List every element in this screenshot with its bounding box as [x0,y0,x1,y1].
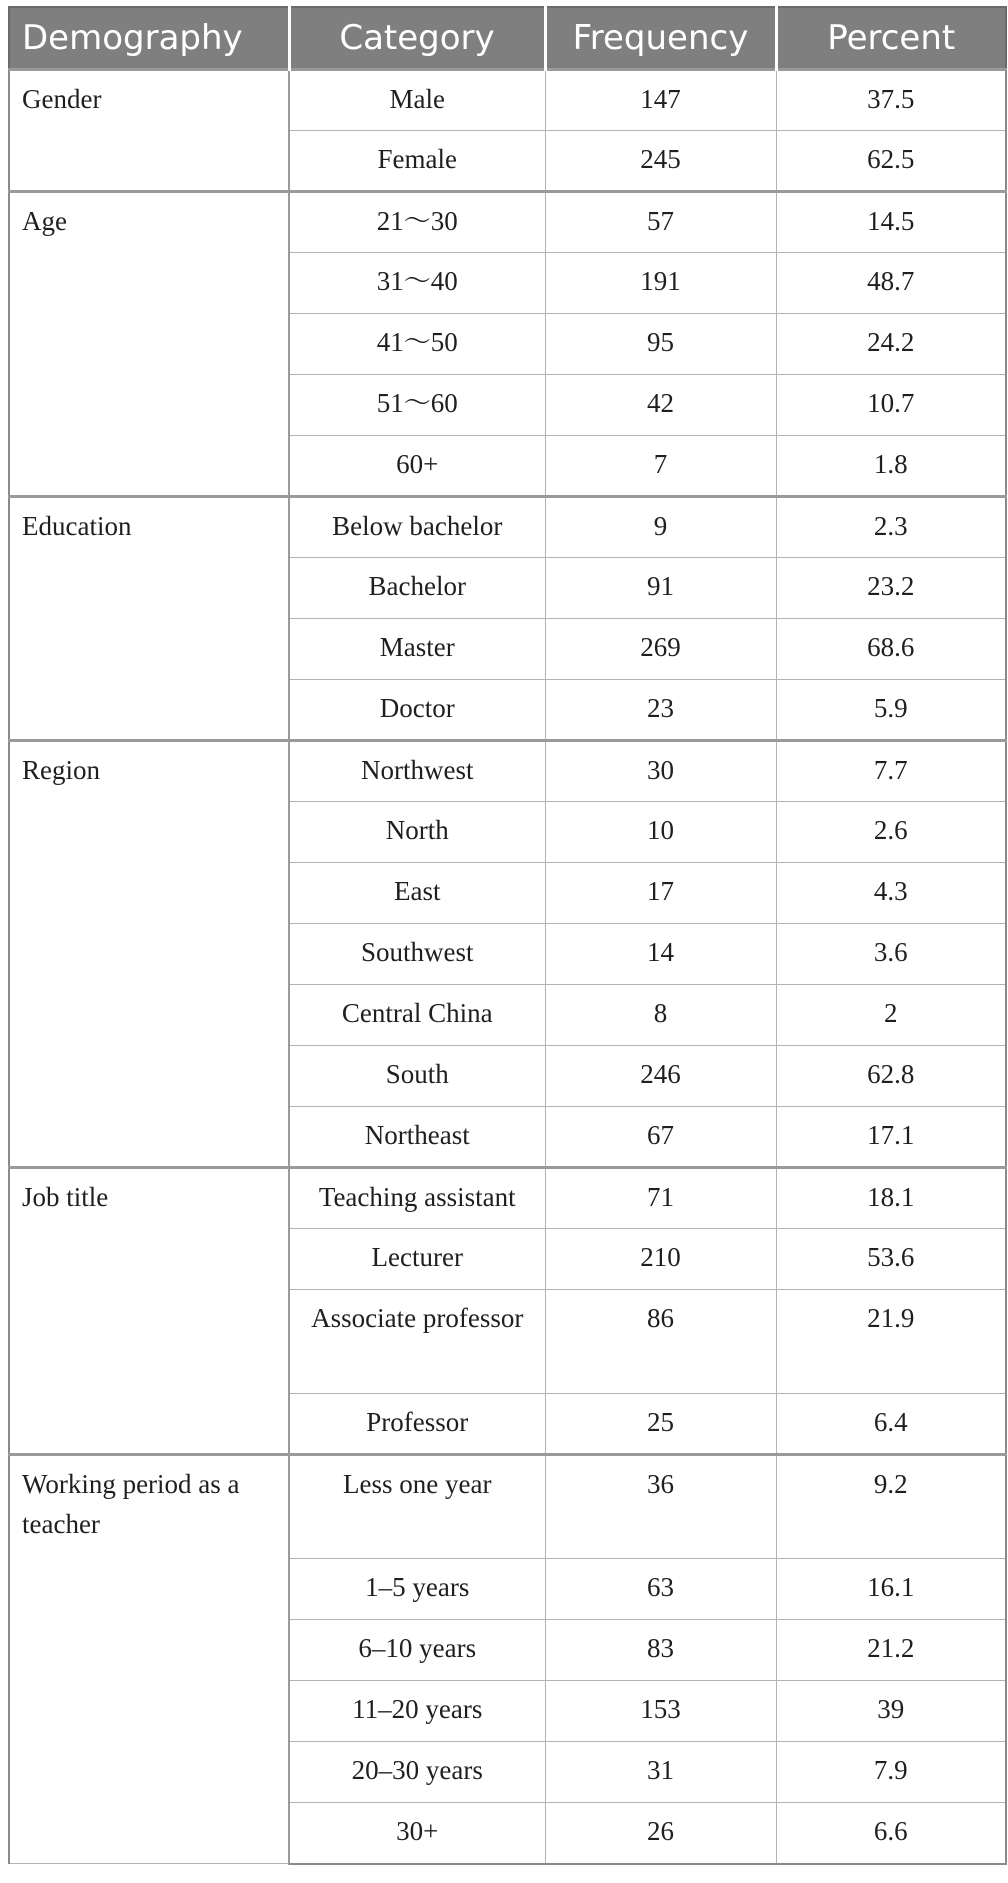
frequency-cell: 67 [545,1107,776,1168]
demography-table-container [8,6,1005,1865]
category-cell: Professor [289,1394,545,1455]
frequency-cell: 26 [545,1803,776,1864]
frequency-cell: 83 [545,1620,776,1681]
frequency-cell: 42 [545,375,776,436]
category-cell: Northwest [289,741,545,802]
category-cell: Below bachelor [289,497,545,558]
category-cell: Bachelor [289,558,545,619]
category-cell: Northeast [289,1107,545,1168]
percent-cell: 48.7 [776,253,1006,314]
category-cell: Less one year [289,1455,545,1559]
percent-cell: 16.1 [776,1559,1006,1620]
percent-cell: 39 [776,1681,1006,1742]
percent-cell: 2.3 [776,497,1006,558]
table-body [9,70,1006,1864]
demography-cell: Education [9,497,289,741]
demography-cell: Gender [9,70,289,192]
percent-cell: 10.7 [776,375,1006,436]
category-cell: North [289,802,545,863]
percent-cell: 24.2 [776,314,1006,375]
percent-cell: 18.1 [776,1168,1006,1229]
percent-cell: 2.6 [776,802,1006,863]
frequency-cell: 31 [545,1742,776,1803]
category-cell: 6–10 years [289,1620,545,1681]
frequency-cell: 8 [545,985,776,1046]
percent-cell: 6.4 [776,1394,1006,1455]
category-cell: 1–5 years [289,1559,545,1620]
demography-cell: Age [9,192,289,497]
percent-cell: 7.7 [776,741,1006,802]
category-cell: Doctor [289,680,545,741]
category-cell: 30+ [289,1803,545,1864]
percent-cell: 17.1 [776,1107,1006,1168]
percent-cell: 2 [776,985,1006,1046]
frequency-cell: 91 [545,558,776,619]
frequency-cell: 10 [545,802,776,863]
demography-cell: Working period as a teacher [9,1455,289,1864]
frequency-cell: 63 [545,1559,776,1620]
frequency-cell: 23 [545,680,776,741]
category-cell: 51～60 [289,375,545,436]
table-row [9,1168,1006,1229]
frequency-cell: 25 [545,1394,776,1455]
percent-cell: 62.8 [776,1046,1006,1107]
table-row [9,741,1006,802]
category-cell: Female [289,131,545,192]
frequency-cell: 210 [545,1229,776,1290]
percent-cell: 37.5 [776,70,1006,131]
frequency-cell: 17 [545,863,776,924]
frequency-cell: 269 [545,619,776,680]
percent-cell: 5.9 [776,680,1006,741]
percent-cell: 3.6 [776,924,1006,985]
category-cell: Associate professor [289,1290,545,1394]
percent-cell: 68.6 [776,619,1006,680]
category-cell: Lecturer [289,1229,545,1290]
header-category: Category [289,7,545,70]
demography-table [8,6,1007,1865]
header-frequency: Frequency [545,7,776,70]
percent-cell: 23.2 [776,558,1006,619]
frequency-cell: 14 [545,924,776,985]
table-row [9,70,1006,131]
percent-cell: 9.2 [776,1455,1006,1559]
category-cell: 60+ [289,436,545,497]
demography-cell: Region [9,741,289,1168]
percent-cell: 21.2 [776,1620,1006,1681]
frequency-cell: 71 [545,1168,776,1229]
table-row [9,497,1006,558]
header-demography: Demography [9,7,289,70]
category-cell: 20–30 years [289,1742,545,1803]
percent-cell: 53.6 [776,1229,1006,1290]
demography-cell: Job title [9,1168,289,1455]
frequency-cell: 191 [545,253,776,314]
frequency-cell: 245 [545,131,776,192]
category-cell: 41～50 [289,314,545,375]
category-cell: Southwest [289,924,545,985]
table-header [9,7,1006,70]
percent-cell: 14.5 [776,192,1006,253]
header-percent: Percent [776,7,1006,70]
table-row [9,192,1006,253]
category-cell: East [289,863,545,924]
frequency-cell: 246 [545,1046,776,1107]
category-cell: South [289,1046,545,1107]
percent-cell: 21.9 [776,1290,1006,1394]
category-cell: Master [289,619,545,680]
category-cell: Teaching assistant [289,1168,545,1229]
frequency-cell: 86 [545,1290,776,1394]
category-cell: 11–20 years [289,1681,545,1742]
percent-cell: 4.3 [776,863,1006,924]
frequency-cell: 153 [545,1681,776,1742]
frequency-cell: 9 [545,497,776,558]
category-cell: 31～40 [289,253,545,314]
category-cell: Male [289,70,545,131]
frequency-cell: 95 [545,314,776,375]
percent-cell: 7.9 [776,1742,1006,1803]
frequency-cell: 57 [545,192,776,253]
header-row [9,7,1006,70]
frequency-cell: 36 [545,1455,776,1559]
frequency-cell: 30 [545,741,776,802]
category-cell: Central China [289,985,545,1046]
table-row [9,1455,1006,1559]
frequency-cell: 7 [545,436,776,497]
frequency-cell: 147 [545,70,776,131]
percent-cell: 62.5 [776,131,1006,192]
percent-cell: 1.8 [776,436,1006,497]
percent-cell: 6.6 [776,1803,1006,1864]
category-cell: 21～30 [289,192,545,253]
